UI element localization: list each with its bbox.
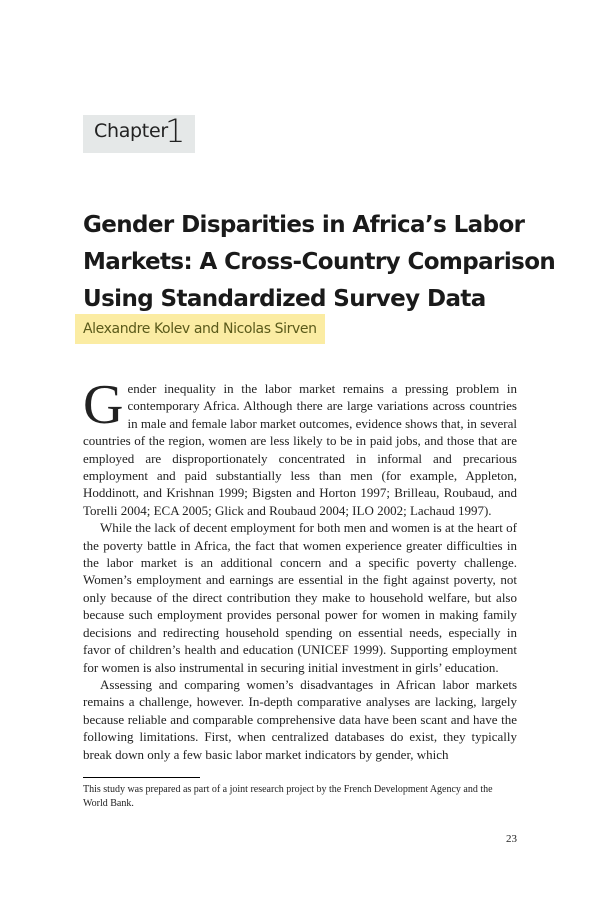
drop-cap: G: [83, 374, 124, 436]
footnote: This study was prepared as part of a joint research project by the French Development Agency and the World Bank.: [83, 784, 493, 809]
paragraph-1: [83, 374, 517, 519]
title-line-3: Using Standardized Survey Data: [83, 286, 486, 312]
title-line-2: Markets: A Cross-Country Comparison: [83, 249, 556, 275]
paragraph-1-text: ender inequality in the labor market remains a pressing problem in contemporary Africa. Although there are large variations across countries in male and female labor market outcomes, evidence shows that, in several countries of the region, women are less likely to be in paid jobs, and those that are employed are disproportionately concentrated in informal and precarious employment and paid substantially less than men (for example, Appleton, Hoddinott, and Krishnan 1999; Bigsten and Horton 1997; Brilleau, Roubaud, and Torelli 2004; ECA 2005; Glick and Roubaud 2004; ILO 2002; Lachaud 1997).: [83, 381, 517, 518]
chapter-number: 1: [165, 112, 186, 150]
paragraph-2: While the lack of decent employment for both men and women is at the heart of the poverty battle in Africa, the fact that women experience greater difficulties in the labor market is an additional concern and a specific poverty challenge. Women’s employment and earnings are essential in the fight against poverty, not only because of the direct contribution they make to household welfare, but also because such employment provides personal power for women in making family decisions and redirecting household spending on essential needs, especially in favor of children’s health and education (UNICEF 1999). Supporting employment for women is also instrumental in securing initial investment in girls’ education.: [83, 520, 517, 675]
footnote-rule: [83, 777, 200, 778]
body-text: [83, 374, 517, 763]
title-line-1: Gender Disparities in Africa’s Labor: [83, 212, 525, 238]
authors-byline: Alexandre Kolev and Nicolas Sirven: [75, 314, 325, 344]
chapter-label: Chapter: [94, 120, 168, 142]
page-number: 23: [506, 833, 517, 845]
paragraph-3: Assessing and comparing women’s disadvantages in African labor markets remains a challenge, however. In-depth comparative analyses are lacking, largely because reliable and comparable comprehensive data have been scant and have the following limitations. First, when centralized databases do exist, they typically break down only a few basic labor market indicators by gender, which: [83, 676, 517, 762]
chapter-title: [83, 207, 556, 318]
